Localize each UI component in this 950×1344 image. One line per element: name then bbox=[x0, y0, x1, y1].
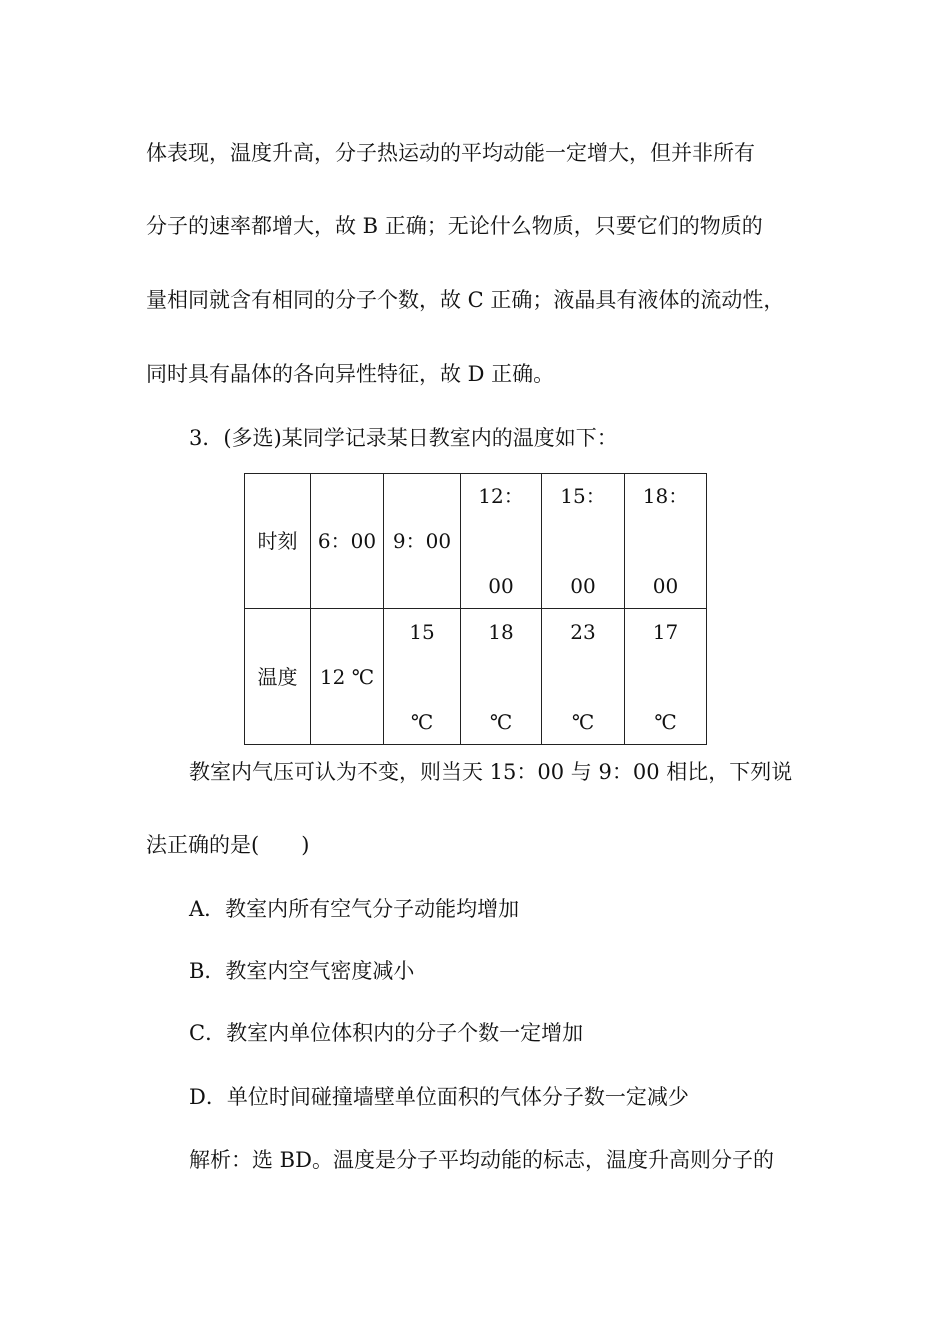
time-cell-1: 6：00 bbox=[311, 474, 384, 609]
temp-cell-4: 23 ℃ bbox=[542, 609, 625, 745]
paragraph-line-3: 量相同就含有相同的分子个数，故 C 正确；液晶具有液体的流动性， bbox=[146, 288, 785, 312]
row-header-temperature: 温度 bbox=[245, 609, 311, 745]
time-cell-5: 18： 00 bbox=[625, 474, 707, 609]
paragraph-line-1: 体表现，温度升高，分子热运动的平均动能一定增大，但并非所有 bbox=[146, 141, 755, 165]
question-continuation-2: 法正确的是( ) bbox=[146, 833, 310, 857]
temp-cell-5: 17 ℃ bbox=[625, 609, 707, 745]
time-cell-2: 9：00 bbox=[384, 474, 461, 609]
question-continuation-1: 教室内气压可认为不变，则当天 15：00 与 9：00 相比，下列说 bbox=[189, 760, 793, 784]
option-a: A．教室内所有空气分子动能均增加 bbox=[189, 897, 520, 921]
time-cell-4: 15： 00 bbox=[542, 474, 625, 609]
paragraph-line-4: 同时具有晶体的各向异性特征，故 D 正确。 bbox=[146, 362, 555, 386]
row-header-time: 时刻 bbox=[245, 474, 311, 609]
table-row-time bbox=[245, 474, 707, 609]
option-b: B．教室内空气密度减小 bbox=[189, 959, 415, 983]
analysis-text: 解析：选 BD。温度是分子平均动能的标志，温度升高则分子的 bbox=[189, 1148, 774, 1172]
temperature-table bbox=[244, 473, 707, 745]
temp-cell-3: 18 ℃ bbox=[461, 609, 542, 745]
option-c: C．教室内单位体积内的分子个数一定增加 bbox=[189, 1021, 584, 1045]
temp-cell-2: 15 ℃ bbox=[384, 609, 461, 745]
temp-cell-1: 12 ℃ bbox=[311, 609, 384, 745]
question-stem: 3．(多选)某同学记录某日教室内的温度如下： bbox=[189, 426, 618, 450]
table-row-temperature bbox=[245, 609, 707, 745]
time-cell-3: 12： 00 bbox=[461, 474, 542, 609]
paragraph-line-2: 分子的速率都增大，故 B 正确；无论什么物质，只要它们的物质的 bbox=[146, 214, 763, 238]
option-d: D．单位时间碰撞墙壁单位面积的气体分子数一定减少 bbox=[189, 1085, 689, 1109]
